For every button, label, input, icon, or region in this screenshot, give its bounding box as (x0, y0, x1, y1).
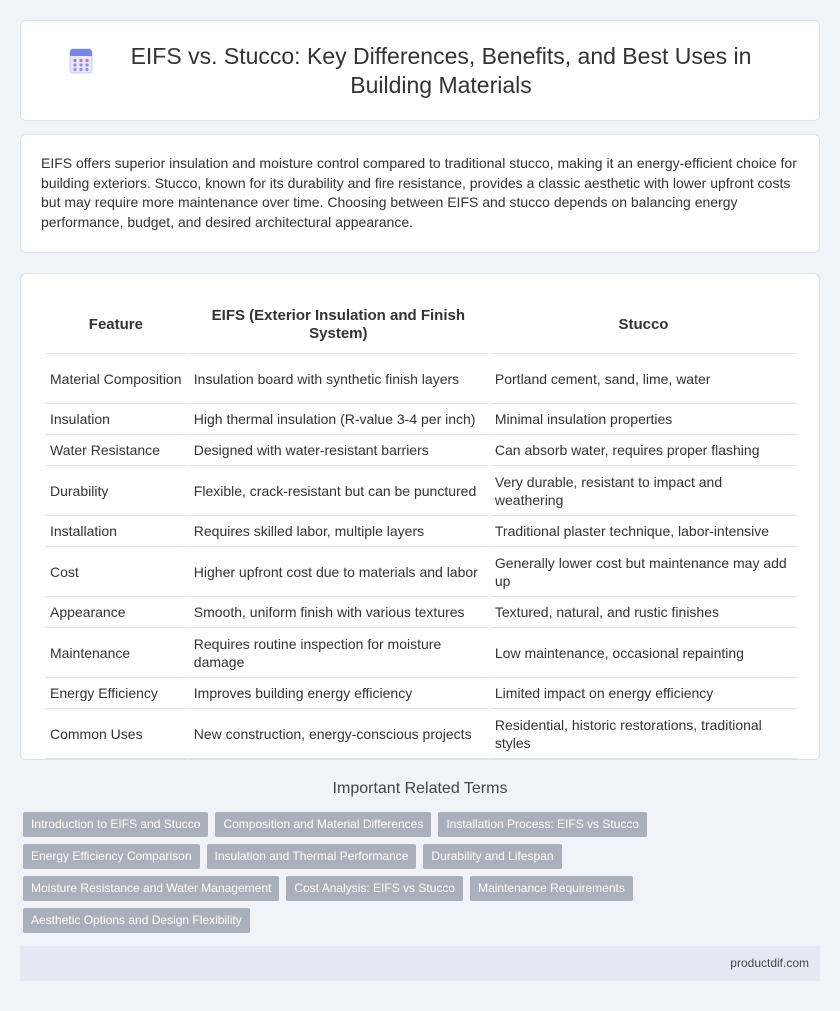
tag-row (23, 876, 813, 901)
feature-cell: Cost (45, 547, 187, 597)
table-row (45, 709, 797, 759)
tag-row (23, 908, 813, 933)
eifs-cell: Improves building energy efficiency (189, 678, 488, 709)
related-term-tag[interactable]: Composition and Material Differences (215, 812, 431, 837)
feature-cell: Maintenance (45, 628, 187, 678)
table-row (45, 404, 797, 435)
stucco-cell: Generally lower cost but maintenance may add up (490, 547, 797, 597)
eifs-cell: Flexible, crack-resistant but can be punctured (189, 466, 488, 516)
eifs-cell: Requires skilled labor, multiple layers (189, 516, 488, 547)
tag-row (23, 812, 813, 837)
table-row (45, 354, 797, 404)
table-row (45, 516, 797, 547)
calculator-icon (69, 48, 93, 74)
stucco-cell: Can absorb water, requires proper flashing (490, 435, 797, 466)
eifs-cell: Smooth, uniform finish with various textures (189, 597, 488, 628)
intro-card (20, 134, 820, 253)
eifs-cell: High thermal insulation (R-value 3-4 per inch) (189, 404, 488, 435)
stucco-cell: Traditional plaster technique, labor-intensive (490, 516, 797, 547)
footer-site-link[interactable]: productdif.com (730, 956, 809, 970)
feature-cell: Installation (45, 516, 187, 547)
related-term-tag[interactable]: Introduction to EIFS and Stucco (23, 812, 208, 837)
eifs-cell: Higher upfront cost due to materials and labor (189, 547, 488, 597)
eifs-cell: Designed with water-resistant barriers (189, 435, 488, 466)
feature-cell: Energy Efficiency (45, 678, 187, 709)
table-row (45, 597, 797, 628)
related-term-tag[interactable]: Moisture Resistance and Water Management (23, 876, 279, 901)
stucco-cell: Residential, historic restorations, traditional styles (490, 709, 797, 759)
table-row (45, 547, 797, 597)
feature-cell: Material Composition (45, 354, 187, 404)
related-term-tag[interactable]: Maintenance Requirements (470, 876, 633, 901)
eifs-cell: Requires routine inspection for moisture damage (189, 628, 488, 678)
related-terms-tags (23, 812, 813, 940)
table-row (45, 466, 797, 516)
page-title: EIFS vs. Stucco: Key Differences, Benefits, and Best Uses in Building Materials (130, 42, 752, 98)
stucco-cell: Minimal insulation properties (490, 404, 797, 435)
eifs-cell: New construction, energy-conscious projects (189, 709, 488, 759)
related-term-tag[interactable]: Cost Analysis: EIFS vs Stucco (286, 876, 463, 901)
feature-cell: Common Uses (45, 709, 187, 759)
related-term-tag[interactable]: Energy Efficiency Comparison (23, 844, 200, 869)
related-terms-title: Important Related Terms (332, 780, 508, 797)
header-stucco: Stucco (490, 294, 797, 354)
table-row (45, 628, 797, 678)
table-row (45, 678, 797, 709)
tag-row (23, 844, 813, 869)
table-row (45, 435, 797, 466)
table-header-row (45, 294, 797, 354)
stucco-cell: Very durable, resistant to impact and weathering (490, 466, 797, 516)
intro-text: EIFS offers superior insulation and moisture control compared to traditional stucco, making it an energy-efficient choice for building exteriors. Stucco, known for its durability and fire resistance, provides a classic aesthetic with lower upfront costs but may require more maintenance over time. Choosing between EIFS and stucco depends on balancing energy performance, budget, and desired architectural appearance. (41, 155, 797, 230)
comparison-table (43, 294, 799, 759)
stucco-cell: Textured, natural, and rustic finishes (490, 597, 797, 628)
footer-bar (20, 946, 820, 981)
eifs-cell: Insulation board with synthetic finish layers (189, 354, 488, 404)
feature-cell: Durability (45, 466, 187, 516)
related-term-tag[interactable]: Durability and Lifespan (423, 844, 561, 869)
header-feature: Feature (45, 294, 187, 354)
stucco-cell: Portland cement, sand, lime, water (490, 354, 797, 404)
related-term-tag[interactable]: Insulation and Thermal Performance (207, 844, 417, 869)
comparison-table-card (20, 273, 820, 760)
stucco-cell: Limited impact on energy efficiency (490, 678, 797, 709)
feature-cell: Insulation (45, 404, 187, 435)
related-term-tag[interactable]: Aesthetic Options and Design Flexibility (23, 908, 250, 933)
related-term-tag[interactable]: Installation Process: EIFS vs Stucco (438, 812, 647, 837)
stucco-cell: Low maintenance, occasional repainting (490, 628, 797, 678)
feature-cell: Appearance (45, 597, 187, 628)
header-card (20, 20, 820, 121)
header-eifs: EIFS (Exterior Insulation and Finish System) (189, 294, 488, 354)
feature-cell: Water Resistance (45, 435, 187, 466)
